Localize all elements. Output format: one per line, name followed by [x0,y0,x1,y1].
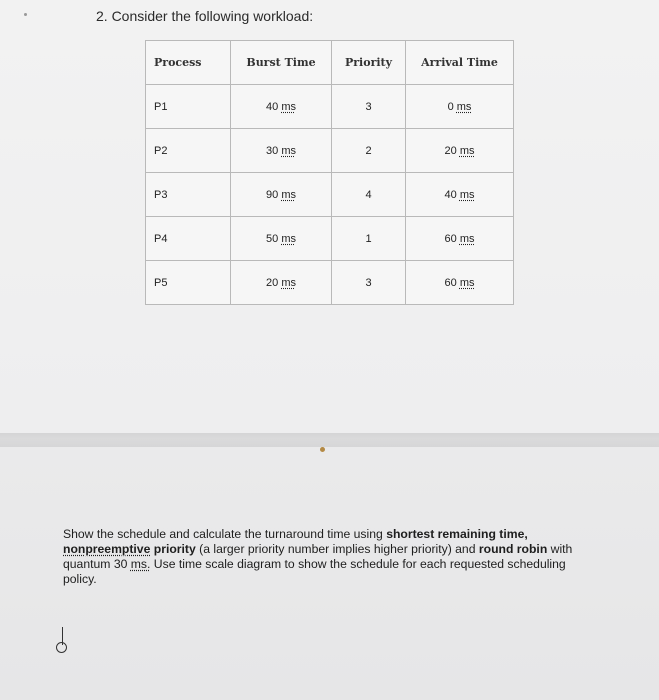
time-value: 60 [444,276,457,289]
time-value: 40 [266,100,279,113]
time-unit: ms [456,100,472,113]
radio-option[interactable] [56,642,67,653]
cell-priority [332,129,406,173]
page-divider [0,433,659,447]
cell-process [146,129,231,173]
instr-nonpreemptive [63,542,196,556]
table-row [146,261,514,305]
process-id: P2 [154,144,168,157]
cell-process [146,261,231,305]
question-title: 2. Consider the following workload: [96,8,314,24]
cell-process [146,173,231,217]
time-unit: ms [281,276,296,289]
cell-arrival-time [406,261,514,305]
time-unit: ms [281,144,296,157]
time-unit: ms [459,144,475,157]
instructions-text [63,527,583,587]
speck-dot [24,13,27,16]
cell-arrival-time [406,217,514,261]
instr-part4: Use time scale diagram to show the schedule for each requested scheduling policy. [63,557,566,586]
time-value: 20 [444,144,457,157]
time-value: 40 [444,188,457,201]
cell-burst-time [231,261,332,305]
time-unit: ms [281,100,296,113]
instr-part2: (a larger priority number implies higher priority) and [195,542,479,556]
time-value: 30 [266,144,279,157]
header-burst-time: Burst Time [231,41,332,85]
time-unit: ms [459,188,475,201]
cell-burst-time [231,85,332,129]
process-id: P5 [154,276,168,289]
divider-dot [320,447,325,452]
cell-arrival-time [406,129,514,173]
time-unit: ms [459,276,475,289]
process-id: P3 [154,188,168,201]
time-unit: ms [281,188,296,201]
priority-value: 2 [365,144,372,157]
process-id: P4 [154,232,168,245]
cell-process [146,217,231,261]
process-id: P1 [154,100,168,113]
time-unit: ms [459,232,475,245]
priority-value: 3 [365,276,372,289]
instr-ms: ms. [130,557,151,571]
cell-priority [332,261,406,305]
table-row [146,129,514,173]
table-row [146,85,514,129]
cell-process [146,85,231,129]
table-body [146,85,514,305]
cell-arrival-time [406,85,514,129]
cell-burst-time [231,129,332,173]
cell-arrival-time [406,173,514,217]
priority-value: 3 [365,100,372,113]
priority-value: 4 [365,188,372,201]
table-row [146,217,514,261]
instr-priority-word: priority [150,542,196,556]
cell-burst-time [231,173,332,217]
time-value: 50 [266,232,279,245]
header-arrival-time: Arrival Time [406,41,514,85]
priority-value: 1 [365,232,372,245]
time-value: 90 [266,188,279,201]
cell-priority [332,217,406,261]
header-process: Process [146,41,231,85]
time-value: 60 [444,232,457,245]
cell-burst-time [231,217,332,261]
instr-part1: Show the schedule and calculate the turnaround time using [63,527,387,541]
instr-round-robin: round robin [478,542,548,556]
cell-priority [332,85,406,129]
time-value: 20 [266,276,279,289]
instr-nonpreemptive-word: nonpreemptive [63,542,151,556]
workload-table [145,40,514,305]
header-priority: Priority [332,41,406,85]
table-header-row [146,41,514,85]
time-value: 0 [447,100,454,113]
instr-part3: with quantum 30 [63,542,573,571]
instr-srt: shortest remaining time, [386,527,528,541]
table-row [146,173,514,217]
cell-priority [332,173,406,217]
time-unit: ms [281,232,296,245]
